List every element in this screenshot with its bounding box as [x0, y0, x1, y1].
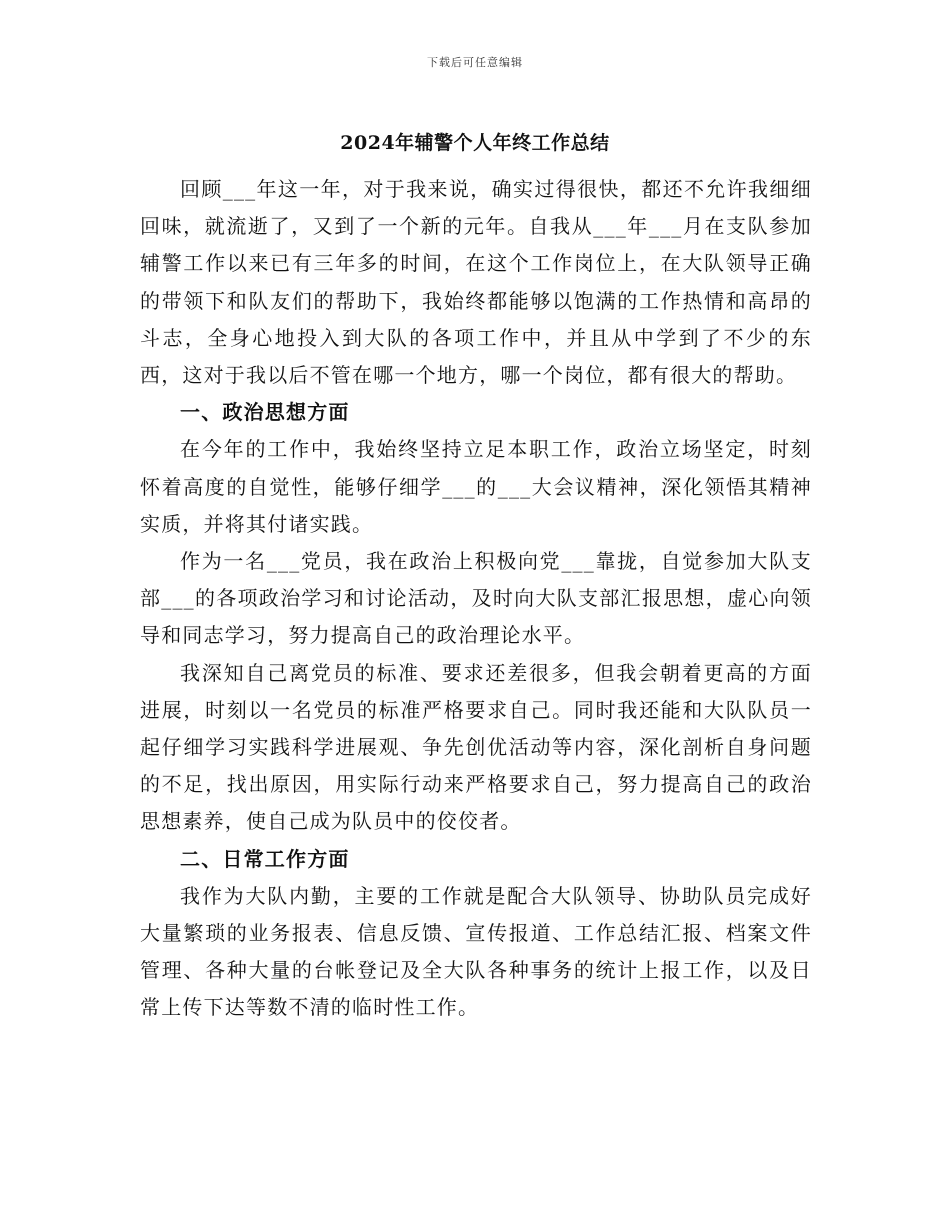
document-title: 2024年辅警个人年终工作总结 — [340, 132, 610, 154]
header-note: 下载后可任意编辑 — [427, 56, 523, 69]
document-body — [140, 171, 812, 1027]
body-paragraph: 在今年的工作中，我始终坚持立足本职工作，政治立场坚定，时刻怀着高度的自觉性，能够仔细学___的___大会议精神，深化领悟其精神实质，并将其付诸实践。 — [140, 437, 812, 536]
body-paragraph: 我深知自己离党员的标准、要求还差很多，但我会朝着更高的方面进展，时刻以一名党员的标准严格要求自己。同时我还能和大队队员一起仔细学习实践科学进展观、争先创优活动等内容，深化剖析自身问题的不足，找出原因，用实际行动来严格要求自己，努力提高自己的政治思想素养，使自己成为队员中的佼佼者。 — [140, 660, 812, 834]
section-heading-daily-work: 二、日常工作方面 — [180, 846, 350, 871]
section-heading-political: 一、政治思想方面 — [180, 400, 350, 425]
body-paragraph: 我作为大队内勤，主要的工作就是配合大队领导、协助队员完成好大量繁琐的业务报表、信息反馈、宣传报道、工作总结汇报、档案文件管理、各种大量的台帐登记及全大队各种事务的统计上报工作，以及日常上传下达等数不清的临时性工作。 — [140, 883, 812, 1020]
body-paragraph: 作为一名___党员，我在政治上积极向党___靠拢，自觉参加大队支部___的各项政治学习和讨论活动，及时向大队支部汇报思想，虚心向领导和同志学习，努力提高自己的政治理论水平。 — [140, 549, 812, 648]
intro-paragraph: 回顾___年这一年，对于我来说，确实过得很快，都还不允许我细细回味，就流逝了，又到了一个新的元年。自我从___年___月在支队参加辅警工作以来已有三年多的时间，在这个工作岗位上，在大队领导正确的带领下和队友们的帮助下，我始终都能够以饱满的工作热情和高昂的斗志，全身心地投入到大队的各项工作中，并且从中学到了不少的东西，这对于我以后不管在哪一个地方，哪一个岗位，都有很大的帮助。 — [140, 177, 812, 388]
